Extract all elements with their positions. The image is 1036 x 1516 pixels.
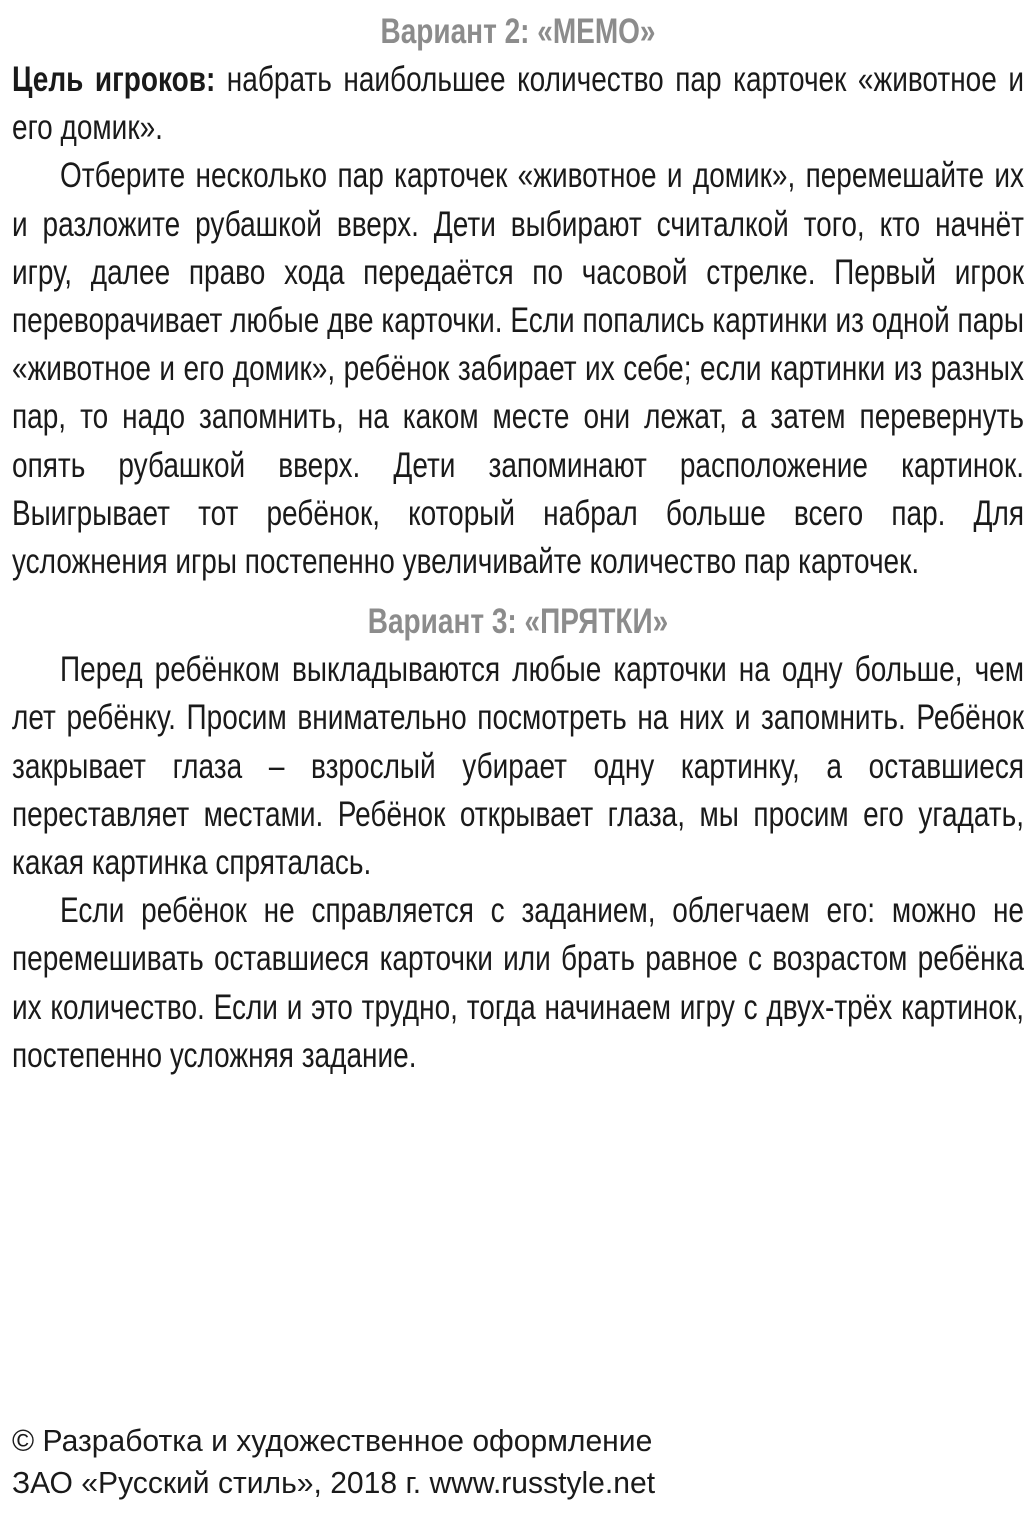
main-text-block xyxy=(12,8,1024,1080)
variant-2-heading: Вариант 2: «МЕМО» xyxy=(380,12,656,51)
copyright-footer xyxy=(12,1420,655,1504)
variant-2-paragraph: Отберите несколько пар карточек «животное и домик», перемешайте их и разложите рубашкой вверх. Дети выбирают считалкой того, кто начнёт игру, далее право хода передаётся по часовой стрелке. Первый игрок переворачивает любые две карточки. Если попались картинки из одной пары «животное и его домик», ребёнок забирает их себе; если картинки из разных пар, то надо запомнить, на каком месте они лежат, а затем перевернуть опять рубашкой вверх. Дети запоминают расположение картинок. Выигрывает тот ребёнок, который набрал больше всего пар. Для усложнения игры постепенно увеличивайте количество пар карточек. xyxy=(12,156,1024,582)
variant-3-heading: Вариант 3: «ПРЯТКИ» xyxy=(367,602,669,642)
variant-3-paragraph-2: Если ребёнок не справляется с заданием, облегчаем его: можно не перемешивать оставшиеся карточки или брать равное с возрастом ребёнка их количество. Если и это трудно, тогда начинаем игру с двух-трёх картинок, постепенно усложняя задание. xyxy=(12,891,1024,1075)
variant-3-paragraph-1: Перед ребёнком выкладываются любые карточки на одну больше, чем лет ребёнку. Просим внимательно посмотреть на них и запомнить. Ребёнок закрывает глаза – взрослый убирает одну картинку, а оставшиеся переставляет местами. Ребёнок открывает глаза, мы просим его угадать, какая картинка спряталась. xyxy=(12,650,1024,883)
goal-label: Цель игроков: xyxy=(12,60,216,99)
goal-text: набрать наибольшее количество пар карточек «животное и его домик». xyxy=(12,60,1024,148)
copyright-line-2: ЗАО «Русский стиль», 2018 г. www.russtyle.net xyxy=(12,1465,656,1500)
variant-2-goal xyxy=(12,56,1024,152)
copyright-line-1: © Разработка и художественное оформление xyxy=(12,1423,653,1458)
